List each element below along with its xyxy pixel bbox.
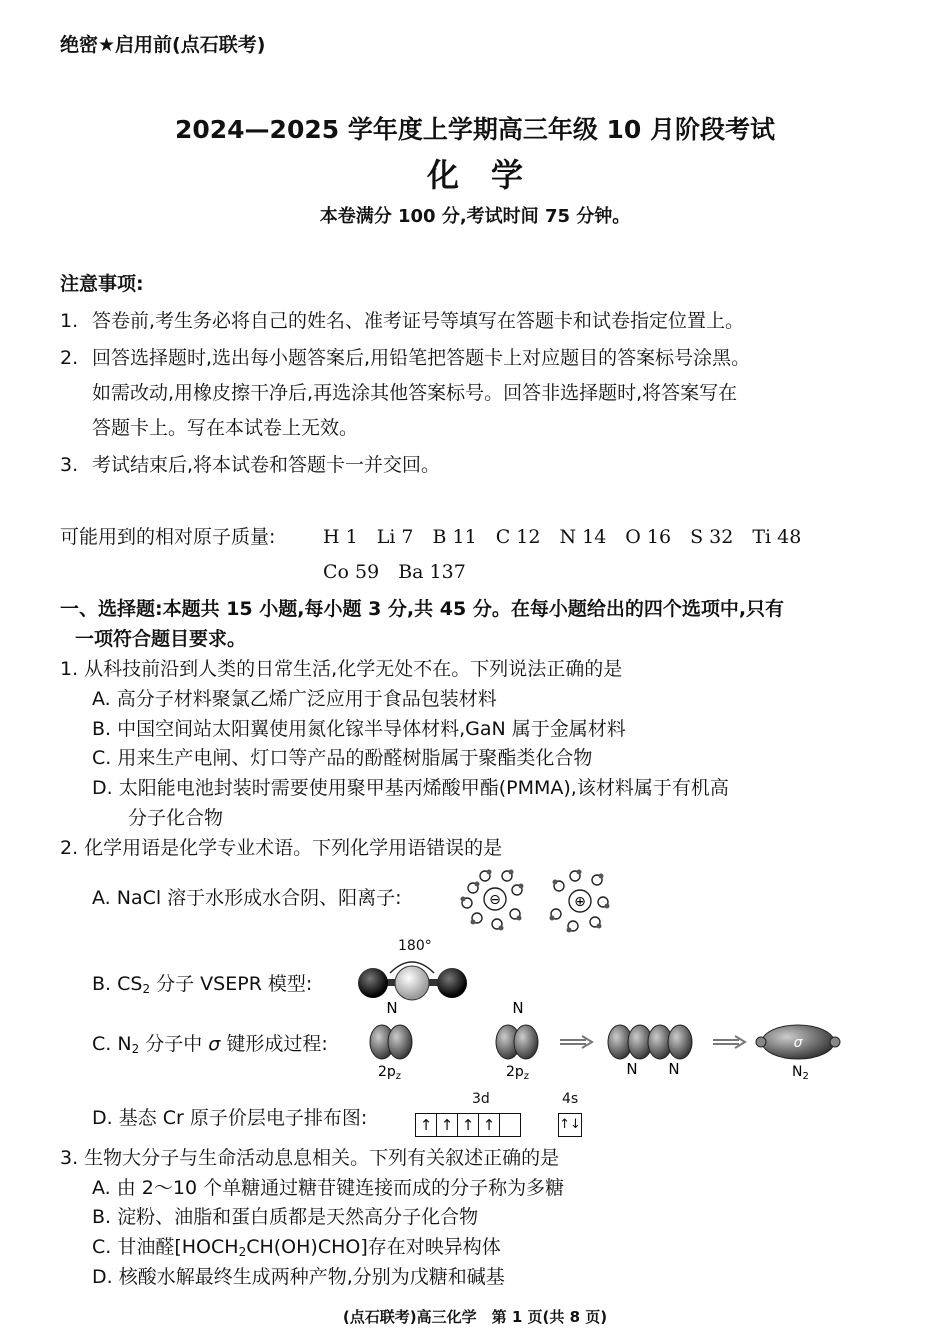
cs2-model-svg [355,955,470,1005]
q1-option-b: B. 中国空间站太阳翼使用氮化镓半导体材料,GaN 属于金属材料 [92,718,626,740]
box-3d-1: ↑ [415,1113,437,1137]
box-3d-4: ↑ [479,1113,500,1137]
confidential-label: 绝密★启用前(点石联考) [60,34,266,56]
q1-option-d-cont: 分子化合物 [128,807,224,829]
q3-option-c: C. 甘油醛$[HOCH_2CH(OH)CHO]$存在对映异构体 [92,1236,501,1259]
atom-n-label-3: N [626,1060,638,1078]
q2-option-c: C. $N_2$ 分子中 σ 键形成过程: [92,1033,328,1056]
orbital-label-1: $2p_z$ [378,1064,402,1082]
q1-option-d: D. 太阳能电池封装时需要使用聚甲基丙烯酸甲酯(PMMA),该材料属于有机高 [92,777,729,799]
sigma-bond-svg [368,1000,848,1090]
n2-label: $N_2$ [792,1064,809,1082]
q3-option-d: D. 核酸水解最终生成两种产物,分别为戊糖和碱基 [92,1266,505,1288]
section-1-instructions-cont: 一项符合题目要求。 [75,628,247,650]
notice-num-3: 3. [60,454,79,476]
box-3d-2: ↑ [437,1113,458,1137]
atom-n-label-2: N [512,1000,524,1017]
section-1-instructions: 一、选择题:本题共 15 小题,每小题 3 分,共 45 分。在每小题给出的四个选项中,只有 [60,598,785,620]
notice-num-1: 1. [60,310,79,332]
anion-sign: ⊖ [489,892,501,908]
cs2-vsepr-model [355,955,470,1005]
notice-item-2-cont-1: 如需改动,用橡皮擦干净后,再选涂其他答案标号。回答非选择题时,将答案写在 [92,382,738,404]
bond-angle-label: 180° [398,938,432,954]
notice-item-1: 答卷前,考生务必将自己的姓名、准考证号等填写在答题卡和试卷指定位置上。 [92,310,745,332]
atom-n-label-4: N [668,1060,680,1078]
atomic-mass-line-1: H 1 Li 7 B 11 C 12 N 14 O 16 S 32 Ti 48 [323,526,802,548]
q3-stem: 3. 生物大分子与生命活动息息相关。下列有关叙述正确的是 [60,1147,560,1169]
q3-option-a: A. 由 2～10 个单糖通过糖苷键连接而成的分子称为多糖 [92,1177,565,1199]
q2-option-d: D. 基态 Cr 原子价层电子排布图: [92,1107,368,1129]
sigma-label: σ [793,1035,803,1051]
hydrated-ions-svg [455,866,615,936]
box-4s: ↑↓ [558,1113,582,1137]
atomic-mass-label: 可能用到的相对原子质量: [60,526,276,548]
atomic-mass-line-2: Co 59 Ba 137 [323,561,466,583]
exam-subtitle: 本卷满分 100 分,考试时间 75 分钟。 [319,206,631,227]
notice-heading: 注意事项: [60,273,144,295]
atom-n-label-1: N [386,1000,398,1017]
electron-box-3d [415,1113,521,1137]
orbital-3d-label: 3d [472,1091,490,1107]
q2-stem: 2. 化学用语是化学专业术语。下列化学用语错误的是 [60,837,503,859]
q1-option-a: A. 高分子材料聚氯乙烯广泛应用于食品包装材料 [92,688,497,710]
q1-stem: 1. 从科技前沿到人类的日常生活,化学无处不在。下列说法正确的是 [60,658,623,680]
page-footer: (点石联考)高三化学 第 1 页(共 8 页) [342,1308,608,1326]
notice-item-3: 考试结束后,将本试卷和答题卡一并交回。 [92,454,441,476]
cation-sign: ⊕ [574,894,586,910]
q3-option-b: B. 淀粉、油脂和蛋白质都是天然高分子化合物 [92,1206,479,1228]
box-3d-5 [500,1113,521,1137]
orbital-4s-label: 4s [562,1091,579,1107]
notice-num-2: 2. [60,347,79,369]
q2-option-b: B. $CS_2$ 分子 VSEPR 模型: [92,973,313,996]
box-3d-3: ↑ [458,1113,479,1137]
notice-item-2: 回答选择题时,选出每小题答案后,用铅笔把答题卡上对应题目的答案标号涂黑。 [92,347,751,369]
q1-option-c: C. 用来生产电闸、灯口等产品的酚醛树脂属于聚酯类化合物 [92,747,593,769]
orbital-label-2: $2p_z$ [506,1064,530,1082]
sigma-bond-formation-diagram [368,1000,848,1090]
hydrated-ions-diagram [455,866,615,936]
exam-title: 2024—2025 学年度上学期高三年级 10 月阶段考试 [174,115,776,144]
subject-title: 化 学 [426,156,523,194]
notice-item-2-cont-2: 答题卡上。写在本试卷上无效。 [92,417,359,439]
q2-option-a: A. NaCl 溶于水形成水合阴、阳离子: [92,887,402,909]
